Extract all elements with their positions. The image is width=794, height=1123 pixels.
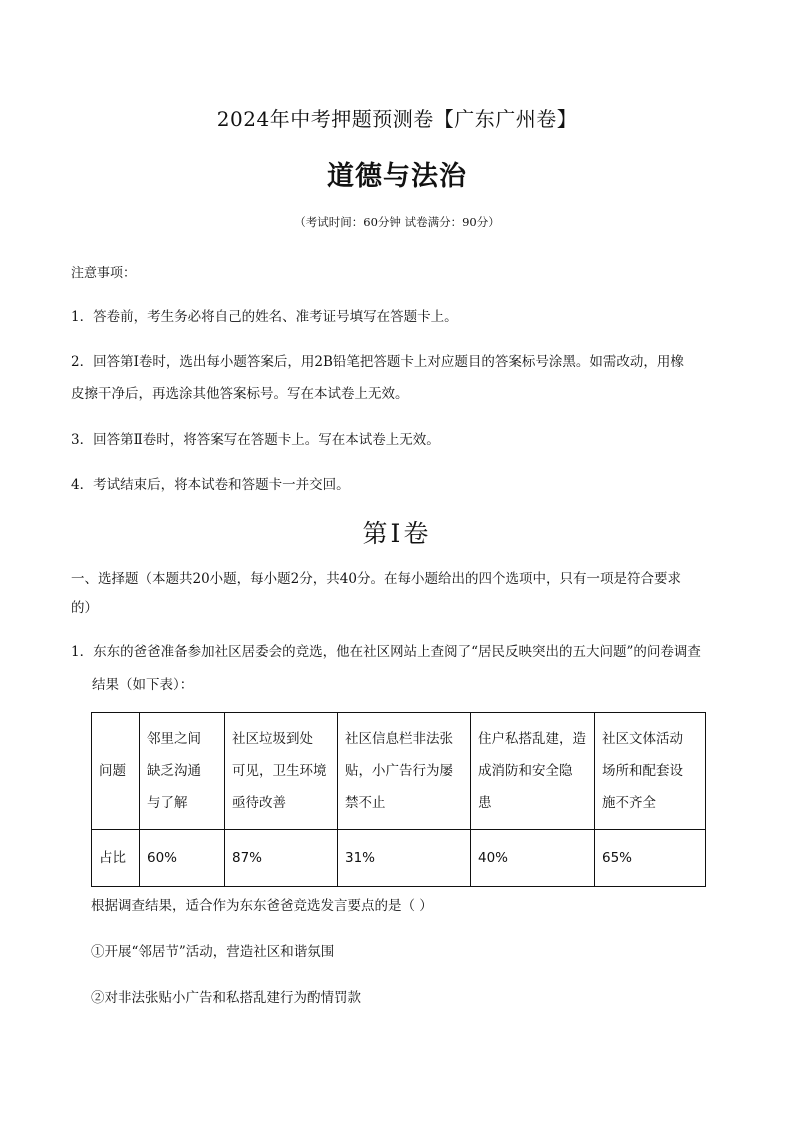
- subject-title: 道德与法治: [327, 161, 467, 192]
- note-item: 1．答卷前，考生务必将自己的姓名、准考证号填写在答题卡上。: [71, 309, 458, 325]
- question-1-stem: 1．东东的爸爸准备参加社区居委会的竞选，他在社区网站上查阅了“居民反映突出的五大问题”的问卷调查: [71, 644, 701, 660]
- ratio-cell: 65%: [595, 830, 706, 887]
- row-header-problem: 问题: [92, 713, 140, 830]
- section-heading: 一、选择题（本题共20小题，每小题2分，共40分。在每小题给出的四个选项中，只有一项是符合要求: [71, 571, 681, 587]
- problem-cell: 社区垃圾到处 可见，卫生环境 亟待改善: [225, 713, 338, 830]
- row-header-ratio: 占比: [92, 830, 140, 887]
- ratio-cell: 40%: [471, 830, 595, 887]
- option-1: ①开展“邻居节”活动，营造社区和谐氛围: [91, 944, 335, 960]
- note-item: 4．考试结束后，将本试卷和答题卡一并交回。: [71, 477, 350, 493]
- note-item: 2．回答第Ⅰ卷时，选出每小题答案后，用2B铅笔把答题卡上对应题目的答案标号涂黑。如需改动，用橡: [71, 354, 684, 370]
- ratio-cell: 60%: [140, 830, 225, 887]
- problem-cell: 住户私搭乱建，造 成消防和安全隐 患: [471, 713, 595, 830]
- table-row-problems: [92, 713, 706, 830]
- ratio-cell: 31%: [338, 830, 471, 887]
- part-title: 第Ⅰ卷: [362, 519, 432, 548]
- problem-cell: 社区文体活动 场所和配套设 施不齐全: [595, 713, 706, 830]
- problem-cell: 邻里之间 缺乏沟通 与了解: [140, 713, 225, 830]
- ratio-cell: 87%: [225, 830, 338, 887]
- note-item: 3．回答第Ⅱ卷时，将答案写在答题卡上。写在本试卷上无效。: [71, 432, 440, 448]
- notes-label: 注意事项：: [71, 266, 137, 281]
- exam-info: （考试时间：60分钟 试卷满分：90分）: [294, 215, 500, 229]
- question-1-stem-continued: 结果（如下表）：: [92, 677, 194, 693]
- survey-table: [91, 712, 706, 887]
- section-heading-continued: 的）: [71, 600, 98, 616]
- problem-cell: 社区信息栏非法张 贴，小广告行为屡 禁不止: [338, 713, 471, 830]
- exam-title: 2024年中考押题预测卷【广东广州卷】: [216, 107, 578, 131]
- question-1-prompt: 根据调查结果，适合作为东东爸爸竞选发言要点的是（ ）: [91, 898, 433, 914]
- table-row-ratios: [92, 830, 706, 887]
- option-2: ②对非法张贴小广告和私搭乱建行为酌情罚款: [91, 990, 361, 1006]
- note-item-continued: 皮擦干净后，再选涂其他答案标号。写在本试卷上无效。: [71, 386, 409, 402]
